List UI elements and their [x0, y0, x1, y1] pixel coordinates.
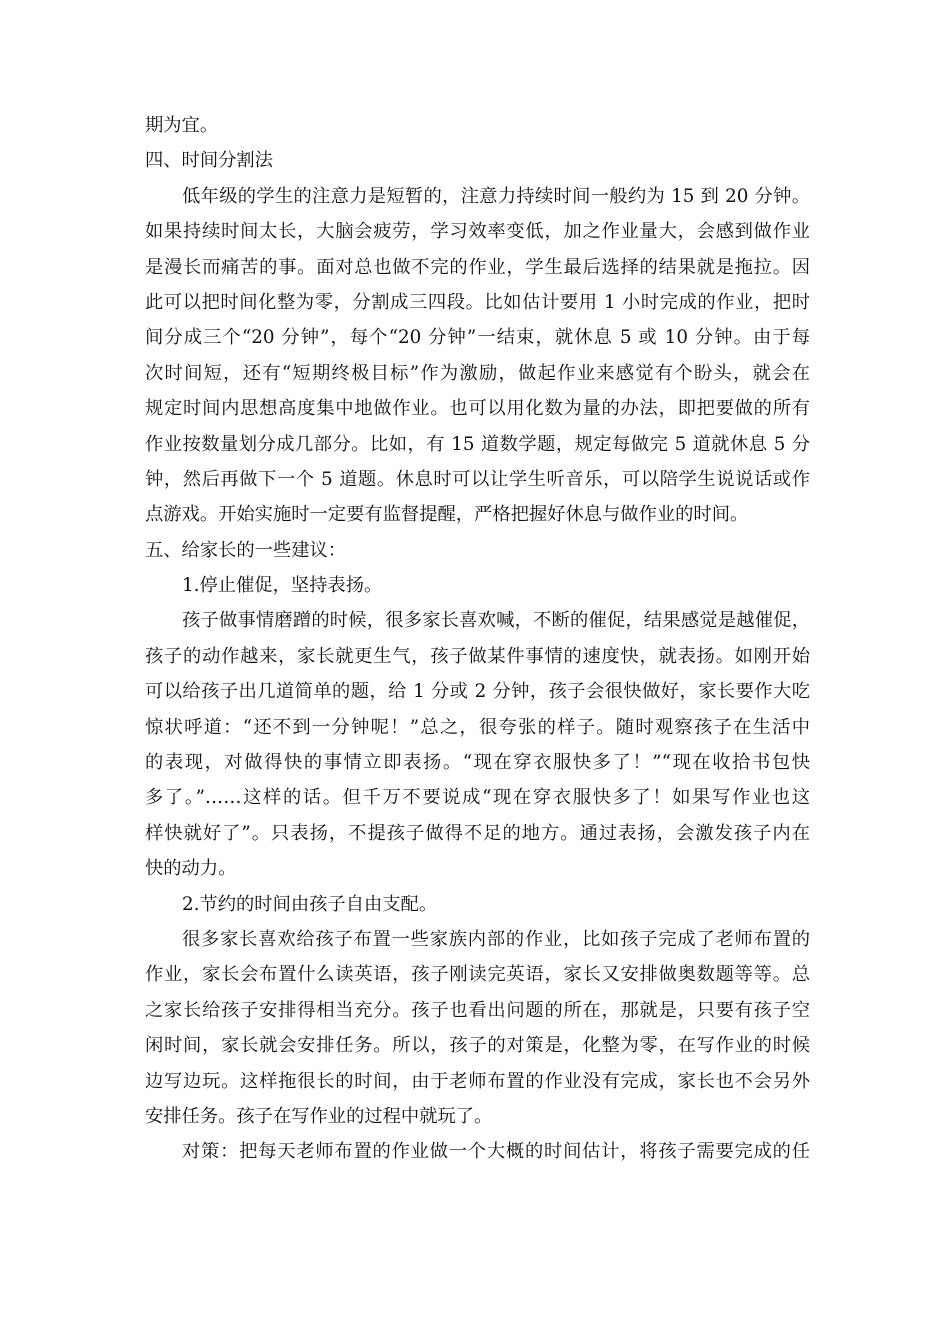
paragraph-line: 间分成三个“20 分钟”，每个“20 分钟”一结束，就休息 5 或 10 分钟。由于每	[145, 327, 810, 349]
paragraph-line: 点游戏。开始实施时一定要有监督提醒，严格把握好休息与做作业的时间。	[145, 504, 749, 526]
paragraph-line: 很多家长喜欢给孩子布置一些家族内部的作业，比如孩子完成了老师布置的	[182, 928, 810, 950]
paragraph-line: 闲时间，家长就会安排任务。所以，孩子的对策是，化整为零，在写作业的时候	[145, 1035, 810, 1057]
paragraph-line: 如果持续时间太长，大脑会疲劳，学习效率变低，加之作业量大，会感到做作业	[145, 221, 810, 243]
paragraph-line: 低年级的学生的注意力是短暂的，注意力持续时间一般约为 15 到 20 分钟。	[182, 185, 810, 207]
paragraph-line: 规定时间内思想高度集中地做作业。也可以用化数为量的办法，即把要做的所有	[145, 398, 810, 420]
paragraph-line: 作业按数量划分成几部分。比如，有 15 道数学题，规定每做完 5 道就休息 5 分	[145, 433, 810, 455]
paragraph-line: 样快就好了”。只表扬，不提孩子做得不足的地方。通过表扬，会激发孩子内在	[145, 822, 810, 844]
paragraph-line: 边写边玩。这样拖很长的时间，由于老师布置的作业没有完成，家长也不会另外	[145, 1070, 810, 1092]
paragraph-line: 惊状呼道：“还不到一分钟呢！”总之，很夸张的样子。随时观察孩子在生活中	[145, 716, 810, 738]
document-page	[145, 108, 810, 1170]
paragraph-line: 孩子做事情磨蹭的时候，很多家长喜欢喊，不断的催促，结果感觉是越催促，	[182, 610, 810, 632]
section-heading: 五、给家长的一些建议：	[145, 539, 347, 561]
section-heading: 四、时间分割法	[145, 150, 273, 172]
paragraph-line: 孩子的动作越来，家长就更生气，孩子做某件事情的速度快，就表扬。如刚开始	[145, 645, 810, 667]
paragraph-line: 对策：把每天老师布置的作业做一个大概的时间估计，将孩子需要完成的任	[182, 1141, 810, 1163]
paragraph-line: 之家长给孩子安排得相当充分。孩子也看出问题的所在，那就是，只要有孩子空	[145, 999, 810, 1021]
subheading: 2.节约的时间由孩子自由支配。	[182, 893, 438, 915]
paragraph-line: 可以给孩子出几道简单的题，给 1 分或 2 分钟，孩子会很快做好，家长要作大吃	[145, 681, 810, 703]
text-line: 期为宜。	[145, 115, 219, 136]
paragraph-line: 次时间短，还有“短期终极目标”作为激励，做起作业来感觉有个盼头，就会在	[145, 362, 810, 384]
subheading: 1.停止催促，坚持表扬。	[182, 575, 383, 597]
paragraph-line: 钟，然后再做下一个 5 道题。休息时可以让学生听音乐，可以陪学生说说话或作	[145, 468, 810, 490]
paragraph-line: 安排任务。孩子在写作业的过程中就玩了。	[145, 1105, 493, 1127]
paragraph-line: 此可以把时间化整为零，分割成三四段。比如估计要用 1 小时完成的作业，把时	[145, 291, 810, 313]
paragraph-line: 作业，家长会布置什么读英语，孩子刚读完英语，家长又安排做奥数题等等。总	[145, 964, 810, 986]
paragraph-line: 是漫长而痛苦的事。面对总也做不完的作业，学生最后选择的结果就是拖拉。因	[145, 256, 810, 278]
paragraph-line: 的表现，对做得快的事情立即表扬。“现在穿衣服快多了！”“现在收拾书包快	[145, 752, 810, 774]
paragraph-line: 快的动力。	[145, 858, 237, 880]
paragraph-line: 多了。”……这样的话。但千万不要说成“现在穿衣服快多了！如果写作业也这	[145, 787, 810, 809]
